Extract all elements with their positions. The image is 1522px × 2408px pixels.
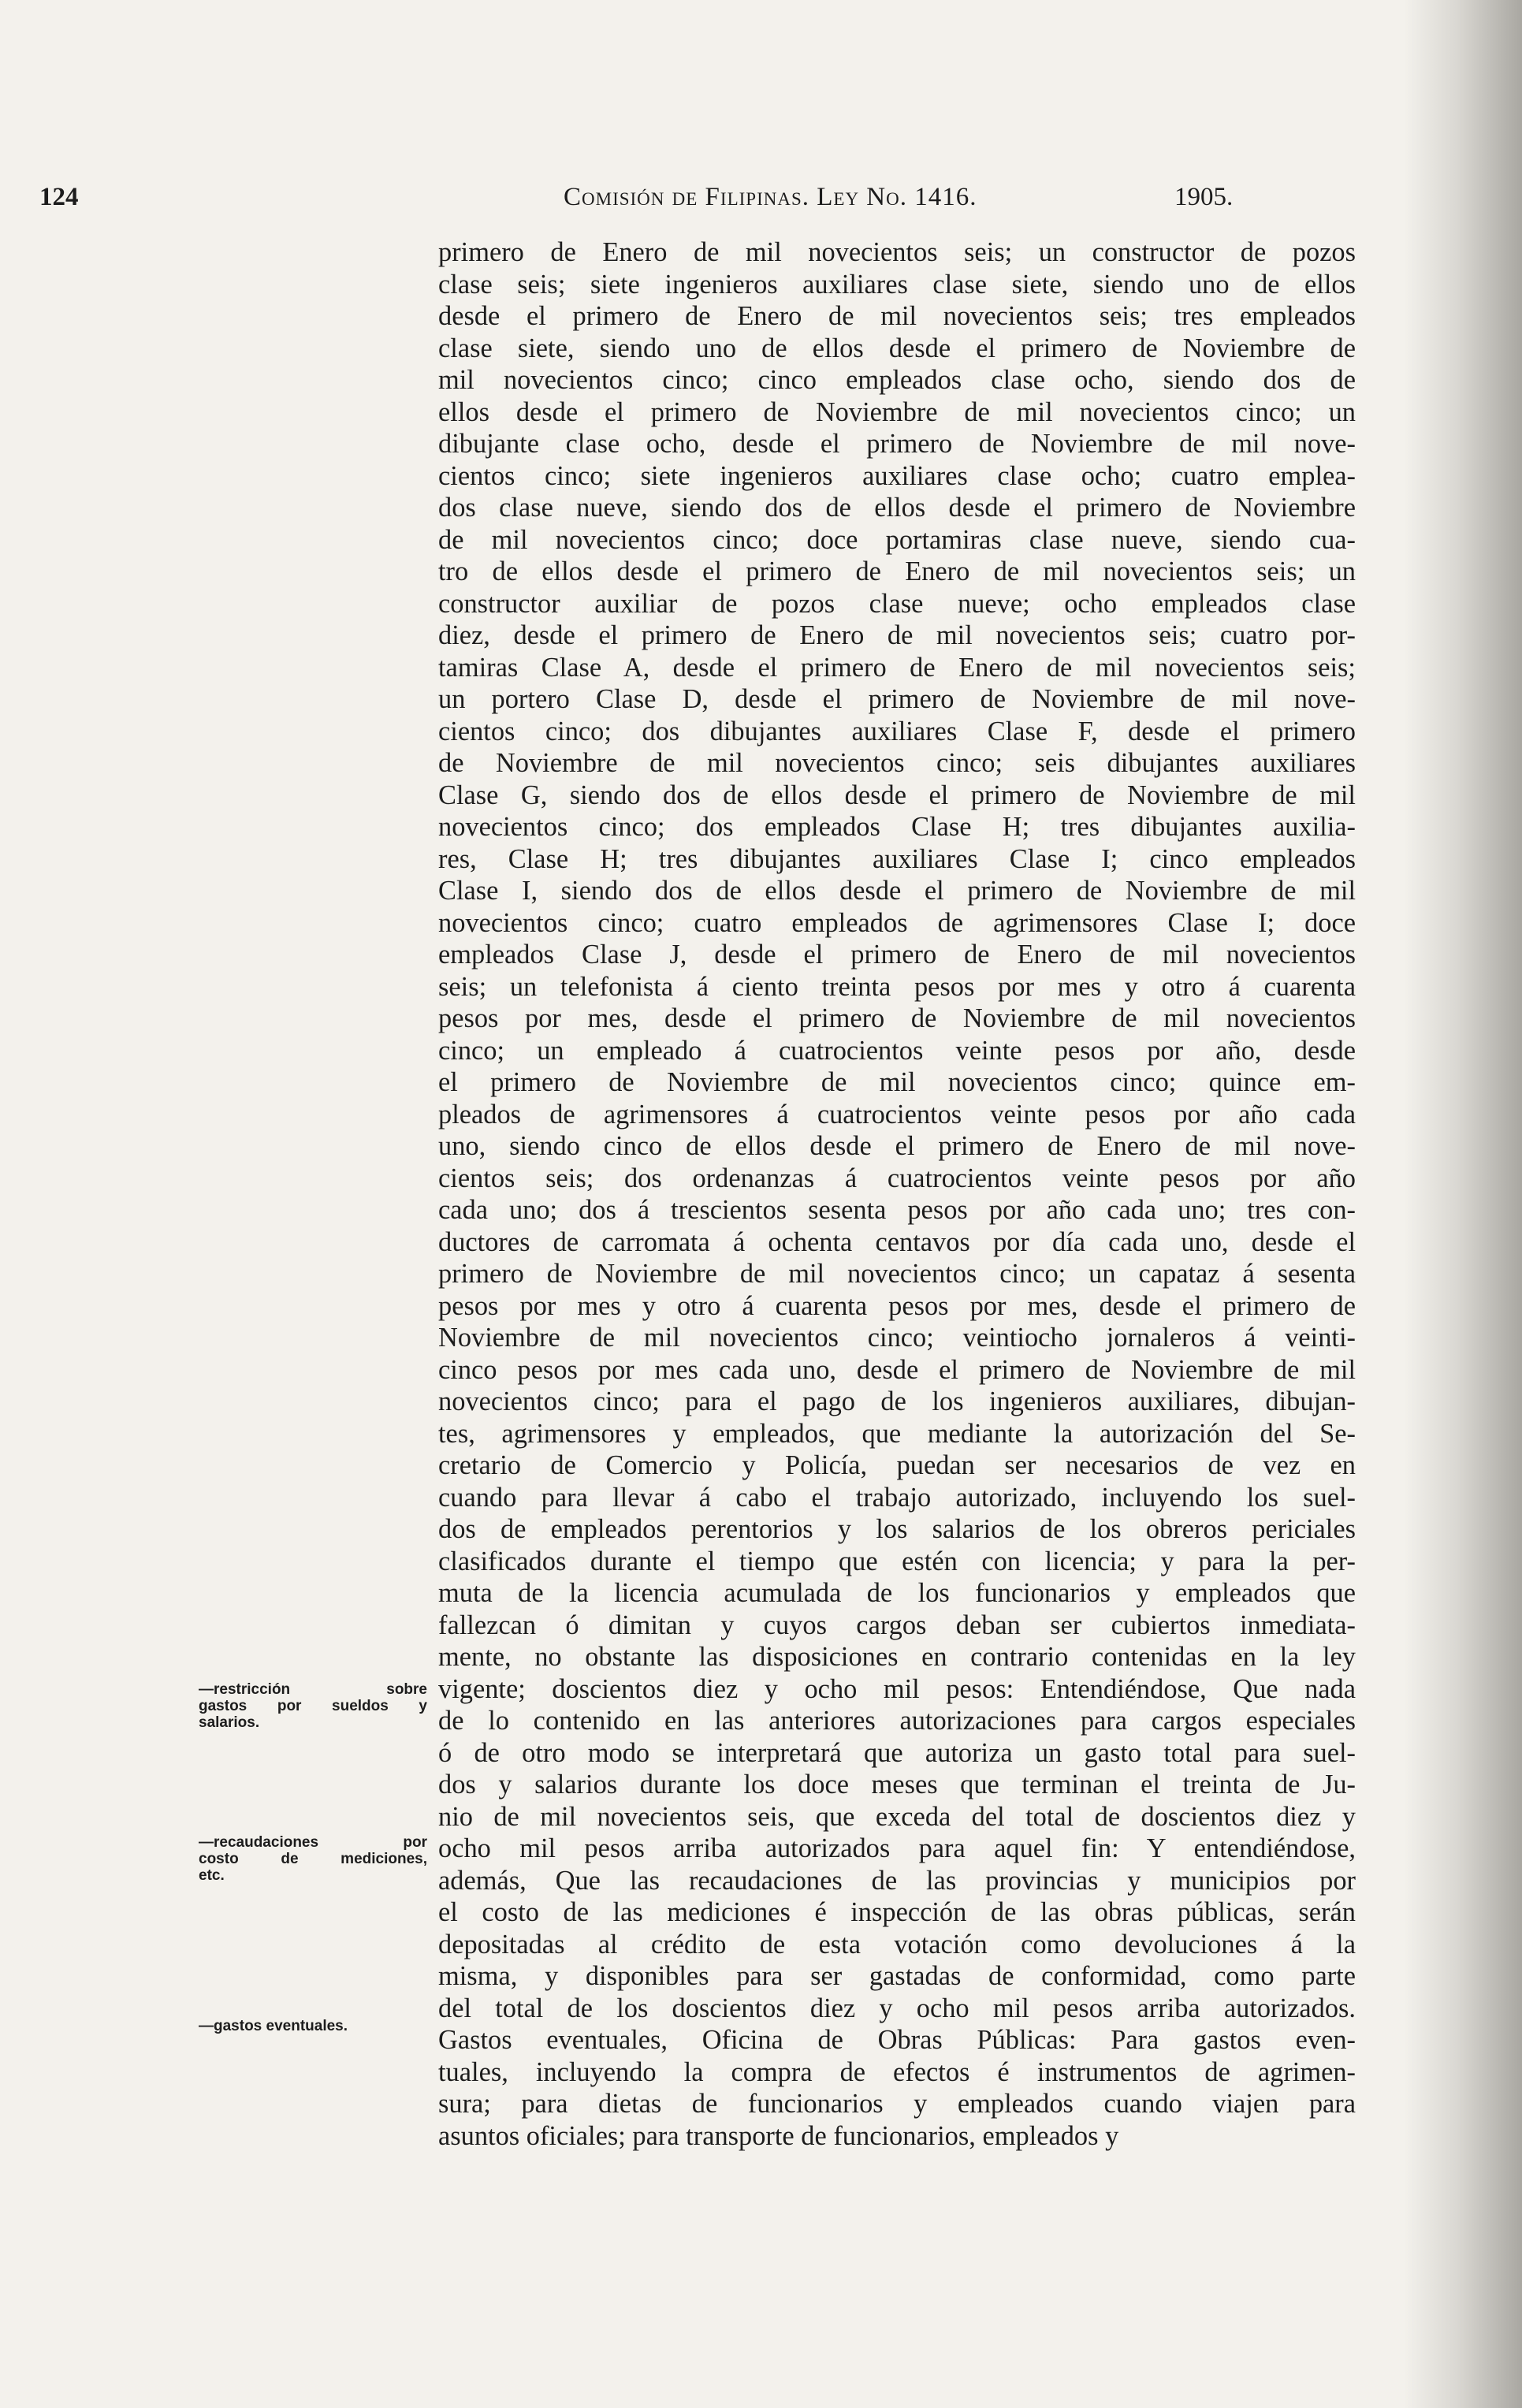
body-line: cretario de Comercio y Policía, puedan ser necesarios de vez en bbox=[438, 1450, 1356, 1480]
body-line: misma, y disponibles para ser gastadas de conformidad, como parte bbox=[438, 1961, 1356, 1991]
marginal-note-line: etc. bbox=[199, 1867, 225, 1884]
body-line: ductores de carromata á ochenta centavos por día cada uno, desde el bbox=[438, 1226, 1356, 1257]
body-line: cinco pesos por mes cada uno, desde el primero de Noviembre de mil bbox=[438, 1354, 1356, 1385]
body-line: cinco; un empleado á cuatrocientos veinte pesos por año, desde bbox=[438, 1035, 1356, 1066]
body-line: tro de ellos desde el primero de Enero de mil novecientos seis; un bbox=[438, 556, 1356, 586]
body-line: novecientos cinco; cuatro empleados de agrimensores Clase I; doce bbox=[438, 907, 1356, 938]
body-line: dibujante clase ocho, desde el primero de Noviembre de mil nove- bbox=[438, 429, 1356, 459]
body-line: ocho mil pesos arriba autorizados para aquel fin: Y entendiéndose, bbox=[438, 1833, 1356, 1863]
body-line: dos y salarios durante los doce meses que terminan el treinta de Ju- bbox=[438, 1770, 1356, 1799]
body-line: pleados de agrimensores á cuatrocientos veinte pesos por año cada bbox=[438, 1099, 1356, 1130]
marginal-note-line: costo de mediciones, bbox=[199, 1851, 427, 1867]
body-line: constructor auxiliar de pozos clase nueve; ocho empleados clase bbox=[438, 588, 1356, 619]
body-line: fallezcan ó dimitan y cuyos cargos deban ser cubiertos inmediata- bbox=[438, 1610, 1356, 1640]
marginal-note-line: —recaudaciones por bbox=[199, 1834, 427, 1851]
body-line: desde el primero de Enero de mil novecientos seis; tres empleados bbox=[438, 301, 1356, 331]
body-line: de lo contenido en las anteriores autorizaciones para cargos especiales bbox=[438, 1706, 1356, 1736]
body-line: ellos desde el primero de Noviembre de mil novecientos cinco; un bbox=[438, 396, 1356, 427]
running-head: Comisión de Filipinas. Ley No. 1416. bbox=[564, 183, 977, 211]
body-line: Clase I, siendo dos de ellos desde el primero de Noviembre de mil bbox=[438, 876, 1356, 906]
body-line: empleados Clase J, desde el primero de Enero de mil novecientos bbox=[438, 940, 1356, 970]
body-line: nio de mil novecientos seis, que exceda del total de doscientos diez y bbox=[438, 1801, 1356, 1832]
body-line: Clase G, siendo dos de ellos desde el primero de Noviembre de mil bbox=[438, 780, 1356, 810]
body-line: primero de Noviembre de mil novecientos cinco; un capataz á sesenta bbox=[438, 1259, 1356, 1289]
marginal-note-recaudaciones bbox=[199, 1834, 427, 1884]
body-line: cientos seis; dos ordenanzas á cuatrocientos veinte pesos por año bbox=[438, 1163, 1356, 1193]
body-line: el costo de las mediciones é inspección de las obras públicas, serán bbox=[438, 1897, 1356, 1927]
body-line: además, Que las recaudaciones de las provincias y municipios por bbox=[438, 1865, 1356, 1896]
page-number: 124 bbox=[39, 183, 79, 211]
body-line: el primero de Noviembre de mil novecientos cinco; quince em- bbox=[438, 1067, 1356, 1097]
body-line: res, Clase H; tres dibujantes auxiliares Clase I; cinco empleados bbox=[438, 843, 1356, 874]
body-line: mente, no obstante las disposiciones en contrario contenidas en la ley bbox=[438, 1642, 1356, 1672]
body-line: diez, desde el primero de Enero de mil novecientos seis; cuatro por- bbox=[438, 620, 1356, 650]
marginal-note-restriccion bbox=[199, 1681, 427, 1731]
body-line: Noviembre de mil novecientos cinco; veintiocho jornaleros á veinti- bbox=[438, 1323, 1356, 1353]
body-line: pesos por mes, desde el primero de Noviembre de mil novecientos bbox=[438, 1003, 1356, 1033]
body-line: tamiras Clase A, desde el primero de Enero de mil novecientos seis; bbox=[438, 652, 1356, 683]
body-line: del total de los doscientos diez y ocho mil pesos arriba autorizados. bbox=[438, 1993, 1356, 2023]
body-line: novecientos cinco; para el pago de los ingenieros auxiliares, dibujan- bbox=[438, 1386, 1356, 1416]
page-edge-shadow bbox=[1404, 0, 1522, 2408]
body-line: dos de empleados perentorios y los salarios de los obreros periciales bbox=[438, 1514, 1356, 1544]
body-line: uno, siendo cinco de ellos desde el primero de Enero de mil nove- bbox=[438, 1131, 1356, 1161]
page-header bbox=[39, 183, 1396, 218]
body-line: dos clase nueve, siendo dos de ellos desde el primero de Noviembre bbox=[438, 493, 1356, 523]
marginal-note-line: —restricción sobre bbox=[199, 1681, 427, 1698]
marginal-note-gastos bbox=[199, 2018, 427, 2034]
body-line: ó de otro modo se interpretará que autoriza un gasto total para suel- bbox=[438, 1737, 1356, 1768]
body-line: asuntos oficiales; para transporte de funcionarios, empleados y bbox=[438, 2120, 1119, 2151]
body-line: muta de la licencia acumulada de los funcionarios y empleados que bbox=[438, 1578, 1356, 1608]
header-year: 1905. bbox=[1174, 183, 1234, 211]
body-line: clase seis; siete ingenieros auxiliares clase siete, siendo uno de ellos bbox=[438, 269, 1356, 300]
body-line: cientos cinco; dos dibujantes auxiliares Clase F, desde el primero bbox=[438, 716, 1356, 746]
body-line: novecientos cinco; dos empleados Clase H; tres dibujantes auxilia- bbox=[438, 812, 1356, 842]
body-text bbox=[438, 236, 1356, 2152]
body-line: de Noviembre de mil novecientos cinco; seis dibujantes auxiliares bbox=[438, 748, 1356, 778]
body-line: vigente; doscientos diez y ocho mil pesos: Entendiéndose, Que nada bbox=[438, 1673, 1356, 1704]
body-line: tuales, incluyendo la compra de efectos é instrumentos de agrimen- bbox=[438, 2056, 1356, 2087]
body-line: seis; un telefonista á ciento treinta pesos por mes y otro á cuarenta bbox=[438, 971, 1356, 1002]
body-line: sura; para dietas de funcionarios y empleados cuando viajen para bbox=[438, 2089, 1356, 2119]
body-line: mil novecientos cinco; cinco empleados clase ocho, siendo dos de bbox=[438, 365, 1356, 395]
body-line: depositadas al crédito de esta votación como devoluciones á la bbox=[438, 1929, 1356, 1960]
body-line: pesos por mes y otro á cuarenta pesos por mes, desde el primero de bbox=[438, 1290, 1356, 1321]
marginal-note-line: gastos por sueldos y bbox=[199, 1698, 427, 1714]
body-line: clase siete, siendo uno de ellos desde el primero de Noviembre de bbox=[438, 333, 1356, 363]
marginal-note-line: salarios. bbox=[199, 1714, 260, 1731]
body-line: cientos cinco; siete ingenieros auxiliares clase ocho; cuatro emplea- bbox=[438, 460, 1356, 491]
body-line: cuando para llevar á cabo el trabajo autorizado, incluyendo los suel- bbox=[438, 1482, 1356, 1513]
body-line: un portero Clase D, desde el primero de Noviembre de mil nove- bbox=[438, 684, 1356, 714]
body-line: primero de Enero de mil novecientos seis; un constructor de pozos bbox=[438, 237, 1356, 267]
body-line: cada uno; dos á trescientos sesenta pesos por año cada uno; tres con- bbox=[438, 1195, 1356, 1225]
body-line: Gastos eventuales, Oficina de Obras Públicas: Para gastos even- bbox=[438, 2025, 1356, 2055]
body-line: tes, agrimensores y empleados, que mediante la autorización del Se- bbox=[438, 1418, 1356, 1449]
marginal-note-line: —gastos eventuales. bbox=[199, 2018, 348, 2034]
body-line: clasificados durante el tiempo que estén con licencia; y para la per- bbox=[438, 1546, 1356, 1576]
body-line: de mil novecientos cinco; doce portamiras clase nueve, siendo cua- bbox=[438, 524, 1356, 555]
